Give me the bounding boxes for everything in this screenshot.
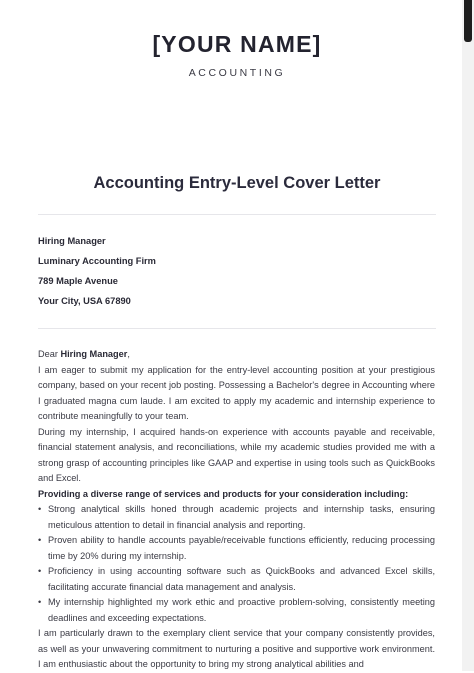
- address-divider: [38, 328, 436, 329]
- list-heading: Providing a diverse range of services and products for your consideration including:: [38, 488, 409, 499]
- letter-title: Accounting Entry-Level Cover Letter: [93, 174, 381, 192]
- recipient-street: 789 Maple Avenue: [38, 276, 118, 286]
- scrollbar-thumb[interactable]: [464, 0, 472, 42]
- paragraph-experience: During my internship, I acquired hands-on experience with accounts payable and receivable, financial statement analysis, and reconciliations, while my academic studies provided me with a strong grasp of accounting principles like GAAP and expertise in using tools such as QuickBooks and Excel.: [38, 426, 435, 483]
- salutation: [38, 347, 435, 363]
- top-divider: [38, 214, 436, 215]
- recipient-city: Your City, USA 67890: [38, 296, 131, 306]
- vertical-scrollbar[interactable]: [462, 0, 474, 671]
- list-item: • Proven ability to handle accounts payable/receivable functions efficiently, reducing processing time by 20% during my internship.: [38, 533, 435, 564]
- recipient-address: [38, 233, 156, 313]
- recipient-title: Hiring Manager: [38, 236, 106, 246]
- salutation-suffix: ,: [127, 349, 130, 359]
- letter-body: [38, 347, 435, 673]
- paragraph-closing: I am particularly drawn to the exemplary client service that your company consistently provides, as well as your unwavering commitment to nurturing a positive and supportive work environment. I am enthusiastic about the opportunity to bring my strong analytical abilities and: [38, 628, 435, 669]
- list-item: • My internship highlighted my work ethic and proactive problem-solving, consistently meeting deadlines and exceeding expectations.: [38, 595, 435, 626]
- list-item: • Proficiency in using accounting software such as QuickBooks and advanced Excel skills, facilitating accurate financial data management and analysis.: [38, 564, 435, 595]
- skills-list: [38, 502, 435, 626]
- list-item: • Strong analytical skills honed through academic projects and internship tasks, ensuring meticulous attention to detail in financial analysis and reporting.: [38, 502, 435, 533]
- salutation-prefix: Dear: [38, 349, 61, 359]
- paragraph-intro: I am eager to submit my application for the entry-level accounting position at your prestigious company, based on your recent job posting. Possessing a Bachelor's degree in Accounting where I graduated magna cum laude. I am excited to apply my academic and internship experience to contribute meaningfully to your team.: [38, 364, 435, 421]
- applicant-role: ACCOUNTING: [188, 67, 286, 79]
- applicant-name: [YOUR NAME]: [152, 31, 322, 57]
- recipient-company: Luminary Accounting Firm: [38, 256, 156, 266]
- salutation-name: Hiring Manager: [60, 349, 128, 359]
